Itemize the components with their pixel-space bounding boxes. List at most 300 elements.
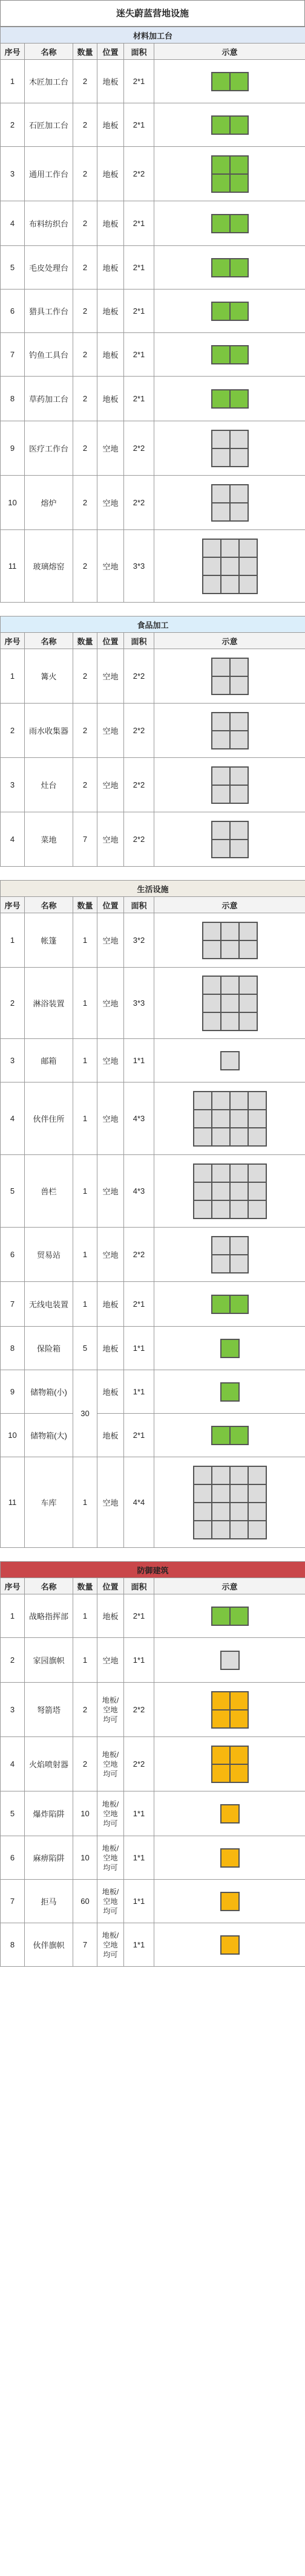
- area: 2*2: [124, 476, 154, 530]
- location: 地板: [97, 147, 124, 201]
- table-row: [1, 103, 305, 147]
- table-row: [1, 1083, 305, 1155]
- facility-table: [0, 1561, 305, 1967]
- grid-cell: [230, 346, 248, 364]
- facility-name: 菜地: [25, 812, 73, 867]
- layout-diagram: [154, 1282, 305, 1327]
- quantity: 1: [73, 968, 97, 1039]
- row-number: 7: [1, 333, 25, 377]
- grid-cell: [239, 557, 257, 575]
- row-number: 1: [1, 60, 25, 103]
- grid-cell: [230, 174, 248, 192]
- column-header: 名称: [25, 1578, 73, 1594]
- grid-cell: [212, 785, 230, 803]
- quantity: 1: [73, 1282, 97, 1327]
- table-row: [1, 1880, 305, 1923]
- footprint-grid: [211, 214, 249, 233]
- facility-name: 储物箱(小): [25, 1370, 73, 1414]
- facility-name: 弩箭塔: [25, 1683, 73, 1737]
- grid-cell: [248, 1503, 266, 1521]
- area: 1*1: [124, 1836, 154, 1880]
- quantity: 10: [73, 1791, 97, 1836]
- layout-diagram: [154, 1683, 305, 1737]
- quantity: 2: [73, 246, 97, 290]
- grid-cell: [212, 1092, 230, 1110]
- grid-cell: [239, 575, 257, 594]
- column-header: 位置: [97, 1578, 124, 1594]
- row-number: 2: [1, 704, 25, 758]
- footprint-grid: [202, 922, 258, 959]
- location: 空地: [97, 649, 124, 704]
- facility-name: 帐篷: [25, 913, 73, 968]
- table-row: [1, 1370, 305, 1414]
- facility-table: [0, 616, 305, 867]
- footprint-grid: [211, 430, 249, 467]
- facility-name: 储物箱(大): [25, 1414, 73, 1457]
- grid-cell: [212, 1128, 230, 1146]
- table-row: [1, 1594, 305, 1638]
- grid-cell: [203, 539, 221, 557]
- table-row: [1, 1457, 305, 1548]
- table-row: [1, 147, 305, 201]
- grid-cell: [194, 1466, 212, 1484]
- area: 1*1: [124, 1880, 154, 1923]
- grid-cell: [212, 767, 230, 785]
- table-row: [1, 1039, 305, 1083]
- grid-cell: [212, 1255, 230, 1273]
- grid-cell: [212, 174, 230, 192]
- grid-cell: [203, 994, 221, 1012]
- layout-diagram: [154, 1791, 305, 1836]
- layout-diagram: [154, 1737, 305, 1791]
- footprint-grid: [211, 258, 249, 277]
- row-number: 6: [1, 1836, 25, 1880]
- grid-cell: [212, 503, 230, 521]
- section-title: 食品加工: [1, 616, 305, 633]
- location: 空地: [97, 913, 124, 968]
- footprint-grid: [220, 1339, 240, 1358]
- layout-diagram: [154, 147, 305, 201]
- column-header: 名称: [25, 897, 73, 913]
- facility-name: 灶台: [25, 758, 73, 812]
- area: 2*2: [124, 1228, 154, 1282]
- column-header: 面积: [124, 633, 154, 649]
- area: 2*1: [124, 377, 154, 421]
- grid-cell: [230, 1746, 248, 1764]
- layout-diagram: [154, 1457, 305, 1548]
- column-header: 位置: [97, 44, 124, 60]
- footprint-grid: [220, 1848, 240, 1868]
- grid-cell: [212, 259, 230, 277]
- grid-cell: [203, 1012, 221, 1031]
- table-row: [1, 649, 305, 704]
- footprint-grid: [220, 1804, 240, 1824]
- area: 2*2: [124, 812, 154, 867]
- facility-name: 木匠加工台: [25, 60, 73, 103]
- grid-cell: [239, 976, 257, 994]
- footprint-grid: [211, 766, 249, 804]
- facility-name: 草药加工台: [25, 377, 73, 421]
- area: 1*1: [124, 1327, 154, 1370]
- grid-cell: [212, 731, 230, 749]
- table-row: [1, 812, 305, 867]
- facility-name: 保险箱: [25, 1327, 73, 1370]
- location: 空地: [97, 1638, 124, 1683]
- facility-name: 布料纺织台: [25, 201, 73, 246]
- grid-cell: [230, 448, 248, 467]
- grid-cell: [212, 1295, 230, 1313]
- column-header: 位置: [97, 897, 124, 913]
- row-number: 2: [1, 103, 25, 147]
- area: 2*2: [124, 421, 154, 476]
- table-row: [1, 377, 305, 421]
- grid-cell: [221, 557, 239, 575]
- row-number: 3: [1, 147, 25, 201]
- grid-cell: [194, 1128, 212, 1146]
- area: 4*3: [124, 1155, 154, 1228]
- grid-cell: [194, 1484, 212, 1503]
- facility-name: 火焰喷射器: [25, 1737, 73, 1791]
- area: 2*2: [124, 649, 154, 704]
- grid-cell: [212, 116, 230, 134]
- row-number: 9: [1, 1370, 25, 1414]
- layout-diagram: [154, 1638, 305, 1683]
- location: 地板: [97, 1414, 124, 1457]
- grid-cell: [248, 1466, 266, 1484]
- grid-cell: [248, 1521, 266, 1539]
- location: 地板: [97, 1327, 124, 1370]
- area: 1*1: [124, 1039, 154, 1083]
- layout-diagram: [154, 812, 305, 867]
- facility-table: [0, 880, 305, 1548]
- grid-cell: [230, 840, 248, 858]
- quantity: 2: [73, 704, 97, 758]
- grid-cell: [221, 922, 239, 940]
- grid-cell: [221, 1892, 239, 1911]
- facility-name: 猎具工作台: [25, 290, 73, 333]
- footprint-grid: [211, 302, 249, 321]
- area: 2*1: [124, 290, 154, 333]
- grid-cell: [212, 1484, 230, 1503]
- footprint-grid: [220, 1382, 240, 1402]
- area: 2*1: [124, 103, 154, 147]
- grid-cell: [212, 676, 230, 694]
- area: 4*3: [124, 1083, 154, 1155]
- grid-cell: [212, 390, 230, 408]
- column-header: 数量: [73, 44, 97, 60]
- table-row: [1, 1228, 305, 1282]
- area: 3*3: [124, 968, 154, 1039]
- grid-cell: [221, 1383, 239, 1401]
- row-number: 7: [1, 1282, 25, 1327]
- section-gap: [0, 1548, 305, 1561]
- layout-diagram: [154, 1370, 305, 1414]
- layout-diagram: [154, 377, 305, 421]
- grid-cell: [230, 390, 248, 408]
- grid-cell: [230, 1295, 248, 1313]
- area: 2*2: [124, 704, 154, 758]
- quantity: 10: [73, 1836, 97, 1880]
- area: 2*1: [124, 1414, 154, 1457]
- layout-diagram: [154, 649, 305, 704]
- footprint-grid: [211, 712, 249, 749]
- grid-cell: [221, 1012, 239, 1031]
- grid-cell: [221, 575, 239, 594]
- grid-cell: [248, 1200, 266, 1218]
- quantity: 60: [73, 1880, 97, 1923]
- quantity: 2: [73, 60, 97, 103]
- location: 空地: [97, 1155, 124, 1228]
- layout-diagram: [154, 246, 305, 290]
- column-header: 面积: [124, 44, 154, 60]
- grid-cell: [248, 1110, 266, 1128]
- footprint-grid: [211, 115, 249, 135]
- facility-name: 拒马: [25, 1880, 73, 1923]
- table-row: [1, 530, 305, 603]
- location: 空地: [97, 421, 124, 476]
- row-number: 6: [1, 290, 25, 333]
- location: 地板: [97, 1282, 124, 1327]
- grid-cell: [194, 1092, 212, 1110]
- location: 地板: [97, 1370, 124, 1414]
- facility-name: 石匠加工台: [25, 103, 73, 147]
- column-header: 示意: [154, 897, 305, 913]
- layout-diagram: [154, 290, 305, 333]
- column-header: 序号: [1, 44, 25, 60]
- grid-cell: [212, 1521, 230, 1539]
- footprint-grid: [211, 1746, 249, 1783]
- layout-diagram: [154, 1039, 305, 1083]
- location: 空地: [97, 812, 124, 867]
- table-row: [1, 968, 305, 1039]
- facility-name: 家园旗帜: [25, 1638, 73, 1683]
- footprint-grid: [220, 1892, 240, 1911]
- facility-name: 毛皮处理台: [25, 246, 73, 290]
- row-number: 8: [1, 377, 25, 421]
- location: 地板: [97, 246, 124, 290]
- area: 1*1: [124, 1370, 154, 1414]
- grid-cell: [230, 1110, 248, 1128]
- row-number: 5: [1, 1155, 25, 1228]
- footprint-grid: [193, 1466, 267, 1539]
- quantity: 1: [73, 1594, 97, 1638]
- grid-cell: [230, 1128, 248, 1146]
- grid-cell: [212, 215, 230, 233]
- area: 2*1: [124, 333, 154, 377]
- grid-cell: [212, 1503, 230, 1521]
- location: 空地: [97, 968, 124, 1039]
- grid-cell: [212, 1466, 230, 1484]
- quantity: 1: [73, 1155, 97, 1228]
- footprint-grid: [211, 1236, 249, 1273]
- facility-name: 熔炉: [25, 476, 73, 530]
- column-header: 序号: [1, 633, 25, 649]
- grid-cell: [230, 485, 248, 503]
- location: 地板: [97, 201, 124, 246]
- layout-diagram: [154, 968, 305, 1039]
- quantity: 2: [73, 1683, 97, 1737]
- location: 地板: [97, 1594, 124, 1638]
- facility-name: 篝火: [25, 649, 73, 704]
- table-row: [1, 1836, 305, 1880]
- grid-cell: [221, 1052, 239, 1070]
- location: 空地: [97, 758, 124, 812]
- grid-cell: [212, 73, 230, 91]
- area: 2*1: [124, 201, 154, 246]
- footprint-grid: [211, 658, 249, 695]
- location: 地板: [97, 377, 124, 421]
- column-header: 面积: [124, 1578, 154, 1594]
- grid-cell: [230, 1503, 248, 1521]
- sections-container: [0, 27, 305, 1967]
- grid-cell: [230, 1484, 248, 1503]
- table-row: [1, 704, 305, 758]
- facility-name: 伙伴旗帜: [25, 1923, 73, 1967]
- grid-cell: [230, 713, 248, 731]
- quantity: 2: [73, 201, 97, 246]
- row-number: 2: [1, 1638, 25, 1683]
- row-number: 9: [1, 421, 25, 476]
- grid-cell: [221, 1936, 239, 1954]
- layout-diagram: [154, 1836, 305, 1880]
- facility-name: 车库: [25, 1457, 73, 1548]
- section-gap: [0, 603, 305, 616]
- grid-cell: [212, 1200, 230, 1218]
- grid-cell: [212, 485, 230, 503]
- quantity: 2: [73, 103, 97, 147]
- grid-cell: [230, 430, 248, 448]
- quantity: 2: [73, 333, 97, 377]
- grid-cell: [212, 1746, 230, 1764]
- grid-cell: [230, 1237, 248, 1255]
- grid-cell: [230, 821, 248, 840]
- area: 2*2: [124, 147, 154, 201]
- location: 空地: [97, 476, 124, 530]
- area: 2*1: [124, 246, 154, 290]
- table-row: [1, 290, 305, 333]
- row-number: 3: [1, 1683, 25, 1737]
- section-3: [0, 1561, 305, 1967]
- grid-cell: [239, 994, 257, 1012]
- layout-diagram: [154, 1155, 305, 1228]
- grid-cell: [212, 1692, 230, 1710]
- footprint-grid: [220, 1935, 240, 1955]
- table-row: [1, 1414, 305, 1457]
- quantity: 1: [73, 1083, 97, 1155]
- facility-name: 通用工作台: [25, 147, 73, 201]
- facility-name: 无线电装置: [25, 1282, 73, 1327]
- column-header: 位置: [97, 633, 124, 649]
- grid-cell: [221, 1339, 239, 1358]
- grid-cell: [221, 1849, 239, 1867]
- row-number: 10: [1, 476, 25, 530]
- grid-cell: [230, 767, 248, 785]
- location: 空地: [97, 1457, 124, 1548]
- table-row: [1, 1737, 305, 1791]
- facility-name: 爆炸陷阱: [25, 1791, 73, 1836]
- grid-cell: [221, 539, 239, 557]
- location: 地板: [97, 103, 124, 147]
- row-number: 11: [1, 530, 25, 603]
- layout-diagram: [154, 1923, 305, 1967]
- table-row: [1, 1155, 305, 1228]
- layout-diagram: [154, 530, 305, 603]
- grid-cell: [212, 430, 230, 448]
- quantity: 2: [73, 147, 97, 201]
- area: 1*1: [124, 1791, 154, 1836]
- row-number: 4: [1, 1083, 25, 1155]
- grid-cell: [230, 1164, 248, 1182]
- quantity: 2: [73, 758, 97, 812]
- grid-cell: [230, 1521, 248, 1539]
- area: 3*2: [124, 913, 154, 968]
- column-header: 示意: [154, 633, 305, 649]
- location: 地板/空地均可: [97, 1683, 124, 1737]
- location: 地板: [97, 290, 124, 333]
- layout-diagram: [154, 1083, 305, 1155]
- area: 1*1: [124, 1638, 154, 1683]
- grid-cell: [212, 346, 230, 364]
- section-title: 防御建筑: [1, 1562, 305, 1578]
- row-number: 1: [1, 649, 25, 704]
- row-number: 6: [1, 1228, 25, 1282]
- column-header: 数量: [73, 633, 97, 649]
- location: 空地: [97, 704, 124, 758]
- column-header: 示意: [154, 1578, 305, 1594]
- column-header: 名称: [25, 633, 73, 649]
- facility-name: 伙伴住所: [25, 1083, 73, 1155]
- grid-cell: [212, 658, 230, 676]
- facility-name: 邮箱: [25, 1039, 73, 1083]
- grid-cell: [212, 156, 230, 174]
- grid-cell: [230, 1200, 248, 1218]
- layout-diagram: [154, 333, 305, 377]
- grid-cell: [230, 1607, 248, 1625]
- grid-cell: [248, 1182, 266, 1200]
- table-row: [1, 1638, 305, 1683]
- layout-diagram: [154, 60, 305, 103]
- quantity: 7: [73, 812, 97, 867]
- facility-name: 战略指挥部: [25, 1594, 73, 1638]
- table-row: [1, 333, 305, 377]
- quantity: 2: [73, 377, 97, 421]
- quantity: 1: [73, 1638, 97, 1683]
- quantity: 1: [73, 1039, 97, 1083]
- grid-cell: [194, 1503, 212, 1521]
- quantity: 2: [73, 421, 97, 476]
- footprint-grid: [211, 345, 249, 364]
- location: 空地: [97, 1083, 124, 1155]
- grid-cell: [248, 1164, 266, 1182]
- facility-name: 雨水收集器: [25, 704, 73, 758]
- layout-diagram: [154, 1414, 305, 1457]
- grid-cell: [212, 1426, 230, 1445]
- footprint-grid: [193, 1163, 267, 1219]
- row-number: 4: [1, 1737, 25, 1791]
- section-0: [0, 27, 305, 603]
- grid-cell: [230, 1092, 248, 1110]
- footprint-grid: [211, 1295, 249, 1314]
- table-row: [1, 1327, 305, 1370]
- layout-diagram: [154, 103, 305, 147]
- location: 地板/空地均可: [97, 1923, 124, 1967]
- table-row: [1, 1791, 305, 1836]
- footprint-grid: [211, 72, 249, 91]
- grid-cell: [212, 1164, 230, 1182]
- footprint-grid: [202, 976, 258, 1031]
- grid-cell: [212, 1607, 230, 1625]
- table-row: [1, 201, 305, 246]
